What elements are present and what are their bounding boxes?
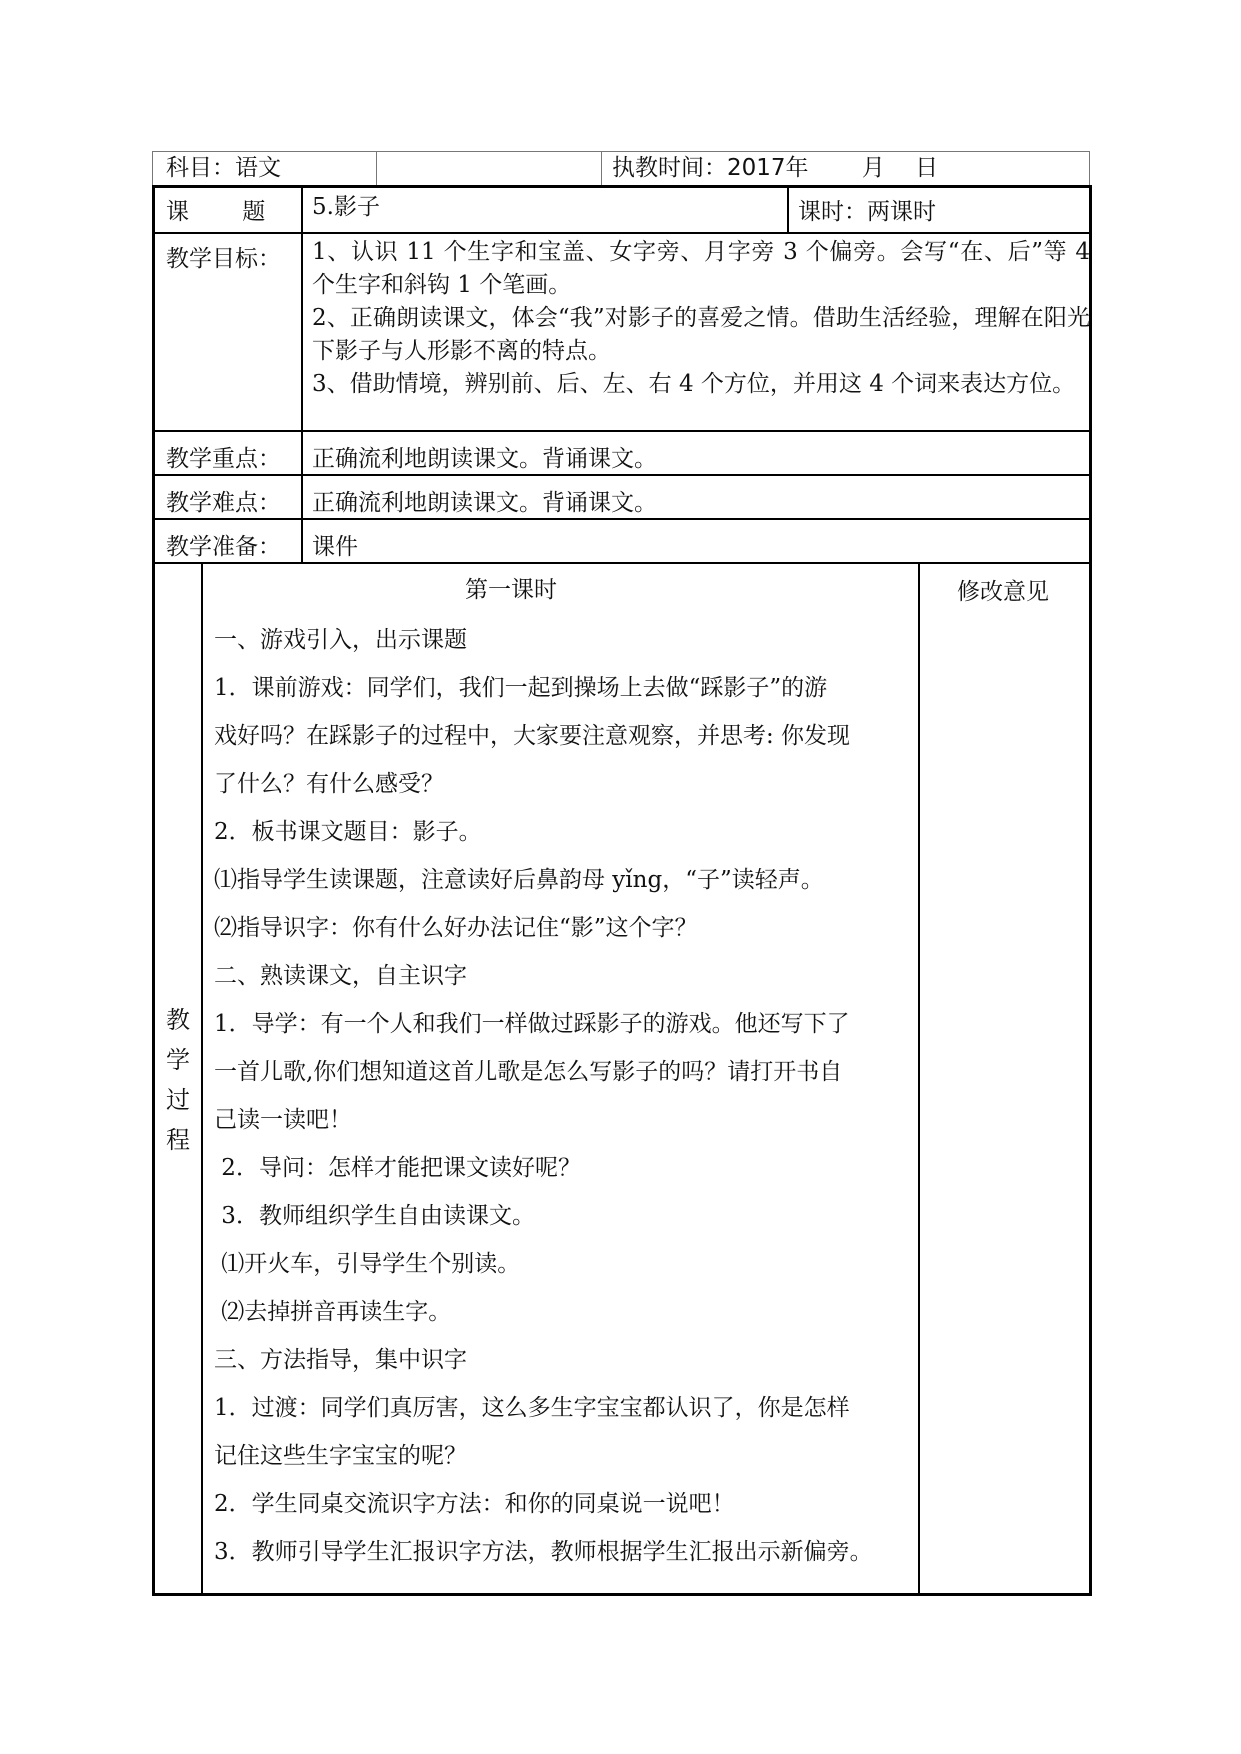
goal-item: 1、认识 11 个生字和宝盖、女字旁、月字旁 3 个偏旁。会写“在、后”等 4 个生字和斜钩 1 个笔画。 xyxy=(312,239,1090,298)
process-line: ⑵去掉拼音再读生字。 xyxy=(214,1299,452,1325)
key-points-label: 教学重点： xyxy=(166,446,281,472)
revision-header: 修改意见 xyxy=(957,579,1049,605)
process-line: 三、方法指导，集中识字 xyxy=(214,1347,467,1373)
process-label-char: 学 xyxy=(166,1046,190,1074)
preparation-value: 课件 xyxy=(312,534,358,560)
process-label-char: 教 xyxy=(166,1006,190,1034)
process-line: 记住这些生字宝宝的呢？ xyxy=(214,1443,467,1469)
process-line: ⑵指导识字：你有什么好办法记住“影”这个字？ xyxy=(214,915,698,941)
process-line: 2．导问：怎样才能把课文读好呢？ xyxy=(214,1155,581,1181)
process-content xyxy=(214,616,910,1576)
process-line: 1．过渡：同学们真厉害，这么多生字宝宝都认识了，你是怎样 xyxy=(214,1395,850,1421)
key-points-value: 正确流利地朗读课文。背诵课文。 xyxy=(312,446,657,472)
difficulties-label: 教学难点： xyxy=(166,490,281,516)
goal-item: 2、正确朗读课文，体会“我”对影子的喜爱之情。借助生活经验，理解在阳光下影子与人形影不离的特点。 xyxy=(312,305,1090,364)
process-line: 2．学生同桌交流识字方法：和你的同桌说一说吧！ xyxy=(214,1491,735,1517)
process-line: 己读一读吧！ xyxy=(214,1107,352,1133)
process-line: 二、熟读课文，自主识字 xyxy=(214,963,467,989)
goals-label: 教学目标： xyxy=(166,246,281,272)
preparation-label: 教学准备： xyxy=(166,534,281,560)
period-label: 课时：两课时 xyxy=(798,199,936,225)
teaching-date xyxy=(612,153,938,183)
process-line: 2．板书课文题目：影子。 xyxy=(214,819,482,845)
process-label-char: 程 xyxy=(166,1126,190,1154)
process-line: 3．教师引导学生汇报识字方法，教师根据学生汇报出示新偏旁。 xyxy=(214,1539,873,1565)
process-line: 戏好吗？在踩影子的过程中，大家要注意观察，并思考: 你发现 xyxy=(214,723,851,749)
topic-value: 5.影子 xyxy=(312,194,380,220)
goal-item: 3、借助情境，辨别前、后、左、右 4 个方位，并用这 4 个词来表达方位。 xyxy=(312,371,1076,397)
process-label-char: 过 xyxy=(166,1086,190,1114)
teaching-date-rest: 年 月 日 xyxy=(785,155,939,181)
process-line: ⑴指导学生读课题，注意读好后鼻韵母 yǐng，“子”读轻声。 xyxy=(214,867,824,893)
session-title: 第一课时 xyxy=(465,577,557,603)
process-line: 3．教师组织学生自由读课文。 xyxy=(214,1203,535,1229)
process-line: 1．导学：有一个人和我们一样做过踩影子的游戏。他还写下了 xyxy=(214,1011,850,1037)
process-line: 一、游戏引入，出示课题 xyxy=(214,627,467,653)
teaching-date-label: 执教时间： xyxy=(612,155,727,181)
difficulties-value: 正确流利地朗读课文。背诵课文。 xyxy=(312,490,657,516)
process-line: 一首儿歌,你们想知道这首儿歌是怎么写影子的吗？请打开书自 xyxy=(214,1059,843,1085)
topic-label: 课 题 xyxy=(166,199,266,225)
process-line: ⑴开火车，引导学生个别读。 xyxy=(214,1251,521,1277)
process-line: 了什么？有什么感受？ xyxy=(214,771,444,797)
process-line: 1．课前游戏：同学们，我们一起到操场上去做“踩影子”的游 xyxy=(214,675,828,701)
subject-label: 科目：语文 xyxy=(166,155,281,181)
teaching-date-year: 2017 xyxy=(727,155,786,181)
